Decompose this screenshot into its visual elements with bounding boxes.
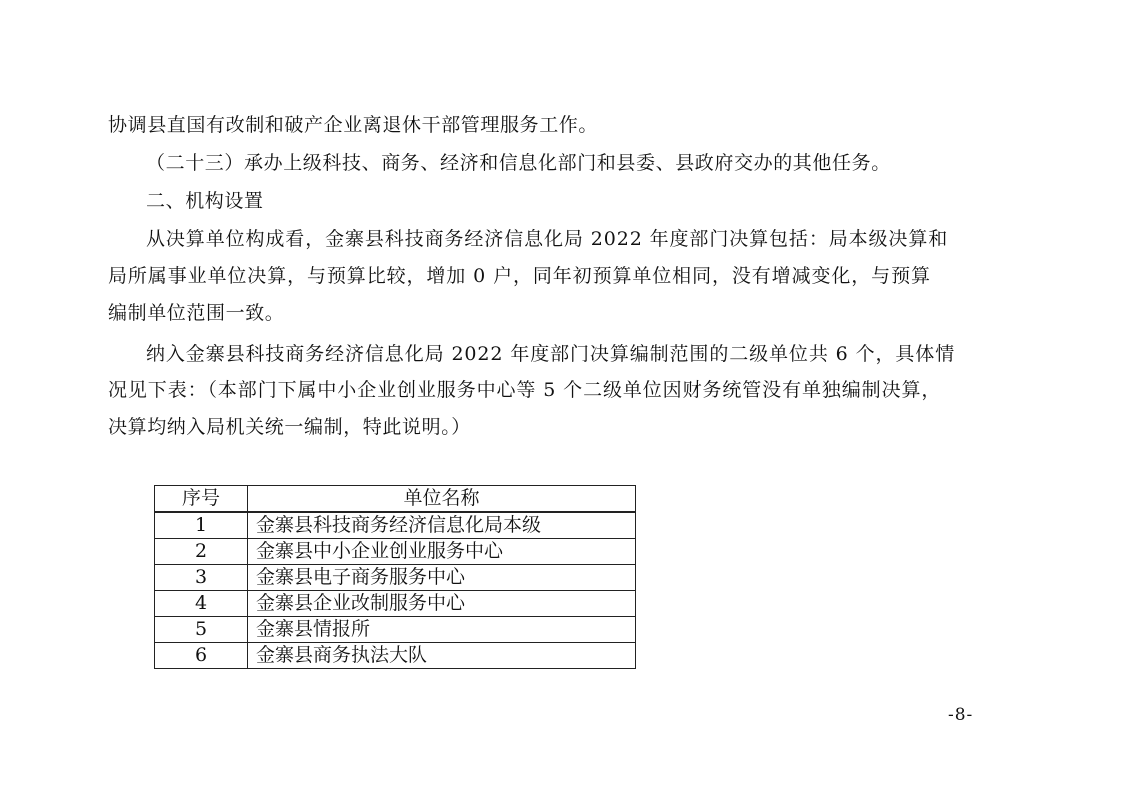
cell-unit-name: 金寨县中小企业创业服务中心	[248, 539, 636, 565]
cell-serial-number: 3	[155, 565, 248, 591]
header-unit-name: 单位名称	[248, 486, 636, 513]
paragraph-line: 局所属事业单位决算，与预算比较，增加 0 户，同年初预算单位相同，没有增减变化，与预算	[108, 265, 931, 287]
cell-serial-number: 2	[155, 539, 248, 565]
cell-serial-number: 4	[155, 591, 248, 617]
units-table	[154, 485, 636, 669]
cell-serial-number: 5	[155, 617, 248, 643]
cell-unit-name: 金寨县商务执法大队	[248, 643, 636, 669]
paragraph-line: 纳入金寨县科技商务经济信息化局 2022 年度部门决算编制范围的二级单位共 6 个，具体情	[146, 343, 956, 365]
paragraph-line: （二十三）承办上级科技、商务、经济和信息化部门和县委、县政府交办的其他任务。	[146, 152, 891, 174]
paragraph-line: 况见下表：（本部门下属中小企业创业服务中心等 5 个二级单位因财务统管没有单独编制决算，	[108, 379, 942, 401]
header-serial-number: 序号	[155, 486, 248, 513]
cell-unit-name: 金寨县电子商务服务中心	[248, 565, 636, 591]
table-row	[155, 512, 636, 539]
table-row	[155, 591, 636, 617]
table-row	[155, 643, 636, 669]
paragraph-line: 从决算单位构成看，金寨县科技商务经济信息化局 2022 年度部门决算包括：局本级决算和	[146, 228, 949, 250]
section-heading: 二、机构设置	[146, 190, 264, 212]
cell-unit-name: 金寨县企业改制服务中心	[248, 591, 636, 617]
cell-unit-name: 金寨县情报所	[248, 617, 636, 643]
cell-unit-name: 金寨县科技商务经济信息化局本级	[248, 512, 636, 539]
page-number: -8-	[948, 705, 974, 725]
table-row	[155, 565, 636, 591]
table-row	[155, 539, 636, 565]
table-header-row	[155, 486, 636, 513]
paragraph-line: 编制单位范围一致。	[108, 302, 285, 324]
paragraph-line: 决算均纳入局机关统一编制，特此说明。）	[108, 416, 471, 438]
paragraph-line: 协调县直国有改制和破产企业离退休干部管理服务工作。	[108, 114, 599, 136]
cell-serial-number: 6	[155, 643, 248, 669]
table-row	[155, 617, 636, 643]
cell-serial-number: 1	[155, 512, 248, 539]
